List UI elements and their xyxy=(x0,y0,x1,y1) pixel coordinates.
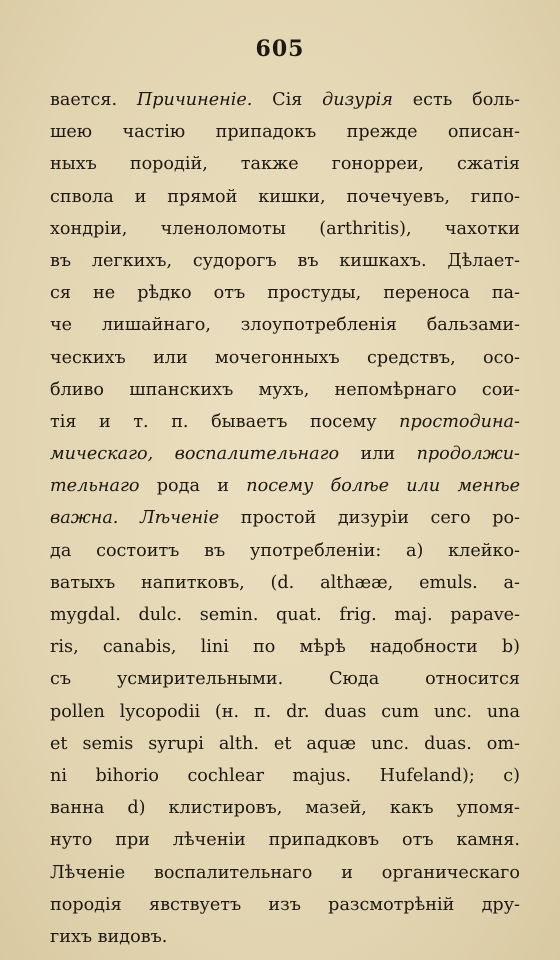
text-line xyxy=(50,406,520,438)
text-span: породія явствуетъ изъ разсмотрѣній дру- xyxy=(50,894,520,915)
text-line xyxy=(50,824,520,856)
text-line xyxy=(50,116,520,148)
text-line xyxy=(50,309,520,341)
text-line xyxy=(50,502,520,534)
italic-text-span: важна. Лѣченіе xyxy=(50,508,220,529)
text-line xyxy=(50,84,520,116)
italic-text-span: дизурія xyxy=(322,90,393,110)
text-span: въ легкихъ, судорогъ въ кишкахъ. Дѣлает- xyxy=(50,250,520,271)
text-span: рода и xyxy=(139,476,247,497)
text-line xyxy=(50,760,520,792)
text-span: ческихъ или мочегонныхъ средствъ, осо- xyxy=(50,347,520,368)
text-line xyxy=(50,631,520,663)
text-line xyxy=(50,213,520,245)
italic-text-span: простодина- xyxy=(399,411,520,432)
text-span: ni bihorio cochlear majus. Hufeland); с) xyxy=(50,765,520,786)
text-span: pollen lycopodii (н. п. dr. duas cum unc. una xyxy=(50,701,520,722)
italic-text-span: посему болѣе или менѣе xyxy=(246,476,520,497)
text-span: тія и т. п. бываетъ посему xyxy=(50,411,400,432)
text-span: ванна d) клистировъ, мазей, какъ упомя- xyxy=(50,798,520,819)
italic-text-span: продолжи- xyxy=(416,444,520,465)
text-span: ся не рѣдко отъ простуды, переноса па- xyxy=(50,283,520,304)
text-span: шею частію припадокъ прежде описан- xyxy=(50,122,520,143)
text-line xyxy=(50,889,520,921)
italic-text-span: тельнаго xyxy=(50,476,140,497)
text-line xyxy=(50,148,520,180)
text-span: че лишайнаго, злоупотребленія бальзами- xyxy=(50,315,520,336)
text-span: Сія xyxy=(252,90,323,110)
text-line xyxy=(50,277,520,309)
page-number: 605 xyxy=(255,36,305,62)
text-line xyxy=(50,342,520,374)
text-span: ныхъ породій, также гонорреи, сжатія xyxy=(50,154,520,175)
text-line xyxy=(50,470,520,502)
text-span: ris, canabis, lini по мѣрѣ надобности b) xyxy=(50,637,520,658)
text-line xyxy=(50,663,520,695)
text-span: гихъ видовъ. xyxy=(50,926,168,947)
text-line xyxy=(50,181,520,213)
text-line xyxy=(50,535,520,567)
text-span: простой дизуріи сего ро- xyxy=(219,508,520,529)
text-span: mygdal. dulc. semin. quat. frig. maj. papave- xyxy=(50,605,520,625)
text-span: да состоитъ въ употребленіи: а) клейко- xyxy=(50,540,520,561)
text-line xyxy=(50,696,520,728)
text-span: Лѣченіе воспалительнаго и органическаго xyxy=(50,862,520,883)
text-span: съ усмирительными. Сюда относится xyxy=(50,669,520,690)
text-line xyxy=(50,438,520,470)
text-span: спвола и прямой кишки, почечуевъ, гипо- xyxy=(50,186,520,207)
italic-text-span: мическаго, воспалительнаго xyxy=(50,444,340,465)
italic-text-span: Причиненіе. xyxy=(136,90,253,110)
text-line xyxy=(50,245,520,277)
text-span: et semis syrupi alth. et aquæ unc. duas. om- xyxy=(50,733,520,754)
text-span: есть боль- xyxy=(392,90,520,110)
text-line xyxy=(50,728,520,760)
text-span: или xyxy=(339,444,417,465)
text-span: хондріи, членоломоты (arthritis), чахотки xyxy=(50,218,520,239)
text-span: ватыхъ напитковъ, (d. althææ, emuls. a- xyxy=(50,572,520,593)
text-span: бливо шпанскихъ мухъ, непомѣрнаго сои- xyxy=(50,379,520,400)
text-line xyxy=(50,792,520,824)
text-line xyxy=(50,599,520,631)
text-line xyxy=(50,921,520,953)
text-line xyxy=(50,567,520,599)
text-line xyxy=(50,857,520,889)
text-span: вается. xyxy=(50,90,137,110)
body-text xyxy=(50,84,520,953)
text-line xyxy=(50,374,520,406)
text-span: нуто при лѣченіи припадковъ отъ камня. xyxy=(50,830,520,851)
